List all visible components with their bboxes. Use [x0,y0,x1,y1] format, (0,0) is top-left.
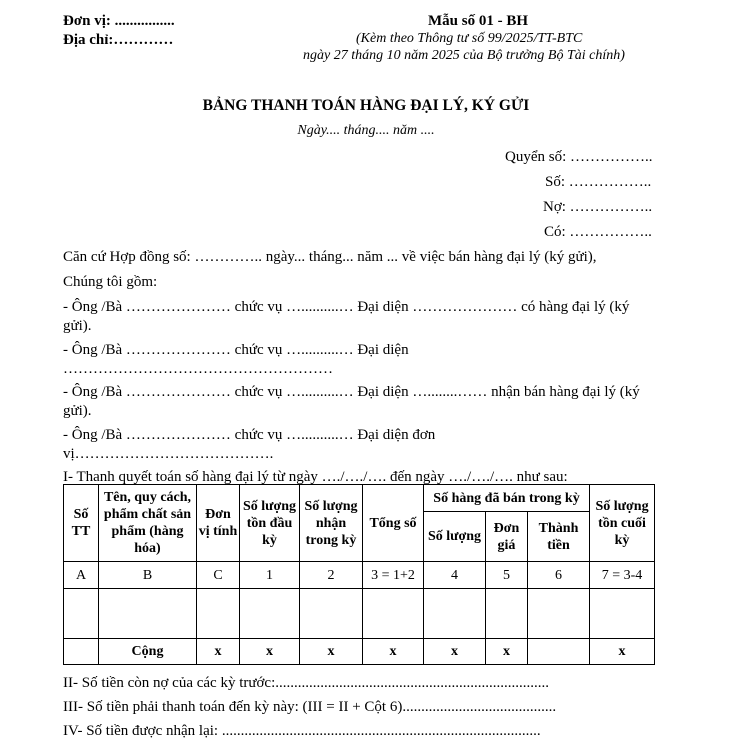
total-label: Cộng [99,639,197,665]
code-cell: A [64,562,99,589]
code-cell: 7 = 3-4 [590,562,655,589]
co-field: Có: …………….. [544,224,652,240]
empty-cell [363,589,424,639]
total-cell: x [363,639,424,665]
party-2-line2: ……………………………………………… [63,361,333,377]
dia-chi-label: Địa chỉ:………… [63,32,174,48]
header-amount: Thành tiền [528,512,590,562]
settlement-table [63,484,655,665]
empty-cell [424,589,486,639]
table-total-row [64,639,655,665]
table-header-row [64,485,655,512]
total-cell: x [240,639,300,665]
party-3-line1: - Ông /Bà ………………… chức vụ …..........… Đại diện …........…… nhận bán hàng đại lý (ký [63,384,640,400]
header-unit-price: Đơn giá [486,512,528,562]
party-3-line2: gửi). [63,403,92,419]
header-stt: Số TT [64,485,99,562]
empty-cell [64,589,99,639]
table-code-row [64,562,655,589]
total-cell [528,639,590,665]
empty-cell [486,589,528,639]
section-4-line: IV- Số tiền được nhận lại: ..................................................................................... [63,723,541,739]
party-4-line1: - Ông /Bà ………………… chức vụ …..........… Đại diện đơn [63,427,436,443]
code-cell: 4 [424,562,486,589]
date-line: Ngày.... tháng.... năm .... [297,123,435,138]
empty-cell [99,589,197,639]
code-cell: 3 = 1+2 [363,562,424,589]
header-opening-qty: Số lượng tồn đầu kỳ [240,485,300,562]
header-closing-qty: Số lượng tồn cuối kỳ [590,485,655,562]
so-field: Số: …………….. [545,174,652,190]
empty-cell [64,639,99,665]
empty-cell [300,589,363,639]
section-2-line: II- Số tiền còn nợ của các kỳ trước:......................................................................... [63,675,549,691]
header-product-name: Tên, quy cách, phẩm chất sản phẩm (hàng hóa) [99,485,197,562]
total-cell: x [486,639,528,665]
total-cell: x [424,639,486,665]
code-cell: B [99,562,197,589]
header-sold-qty: Số lượng [424,512,486,562]
empty-cell [197,589,240,639]
no-field: Nợ: …………….. [543,199,653,215]
party-1-line1: - Ông /Bà ………………… chức vụ …..........… Đại diện ………………… có hàng đại lý (ký [63,299,630,315]
circular-note-line1: (Kèm theo Thông tư số 99/2025/TT-BTC [356,31,583,46]
header-total: Tổng số [363,485,424,562]
empty-cell [528,589,590,639]
can-cu-line: Căn cứ Hợp đồng số: ………….. ngày... tháng... năm ... về việc bán hàng đại lý (ký gửi), [63,249,597,265]
code-cell: 1 [240,562,300,589]
table-row [64,589,655,639]
form-number: Mẫu số 01 - BH [428,13,529,29]
party-4-line2: vị…………………………………. [63,446,274,462]
party-1-line2: gửi). [63,318,92,334]
chung-toi-gom: Chúng tôi gồm: [63,274,158,290]
party-2-line1: - Ông /Bà ………………… chức vụ …..........… Đại diện [63,342,409,358]
section-3-line: III- Số tiền phải thanh toán đến kỳ này: (III = II + Cột 6)......................................... [63,699,557,715]
empty-cell [590,589,655,639]
don-vi-label: Đơn vị: ................ [63,13,175,29]
header-unit: Đơn vị tính [197,485,240,562]
empty-cell [240,589,300,639]
document-title: BẢNG THANH TOÁN HÀNG ĐẠI LÝ, KÝ GỬI [202,97,530,114]
header-sold-group: Số hàng đã bán trong kỳ [424,485,590,512]
code-cell: 5 [486,562,528,589]
code-cell: 6 [528,562,590,589]
quyen-so-field: Quyển số: …………….. [505,149,653,165]
header-received-qty: Số lượng nhận trong kỳ [300,485,363,562]
code-cell: C [197,562,240,589]
circular-note-line2: ngày 27 tháng 10 năm 2025 của Bộ trưởng Bộ Tài chính) [303,48,625,63]
section-1-heading: I- Thanh quyết toán số hàng đại lý từ ngày …./…./…. đến ngày …./…./…. như sau: [63,469,568,485]
total-cell: x [590,639,655,665]
total-cell: x [300,639,363,665]
total-cell: x [197,639,240,665]
code-cell: 2 [300,562,363,589]
